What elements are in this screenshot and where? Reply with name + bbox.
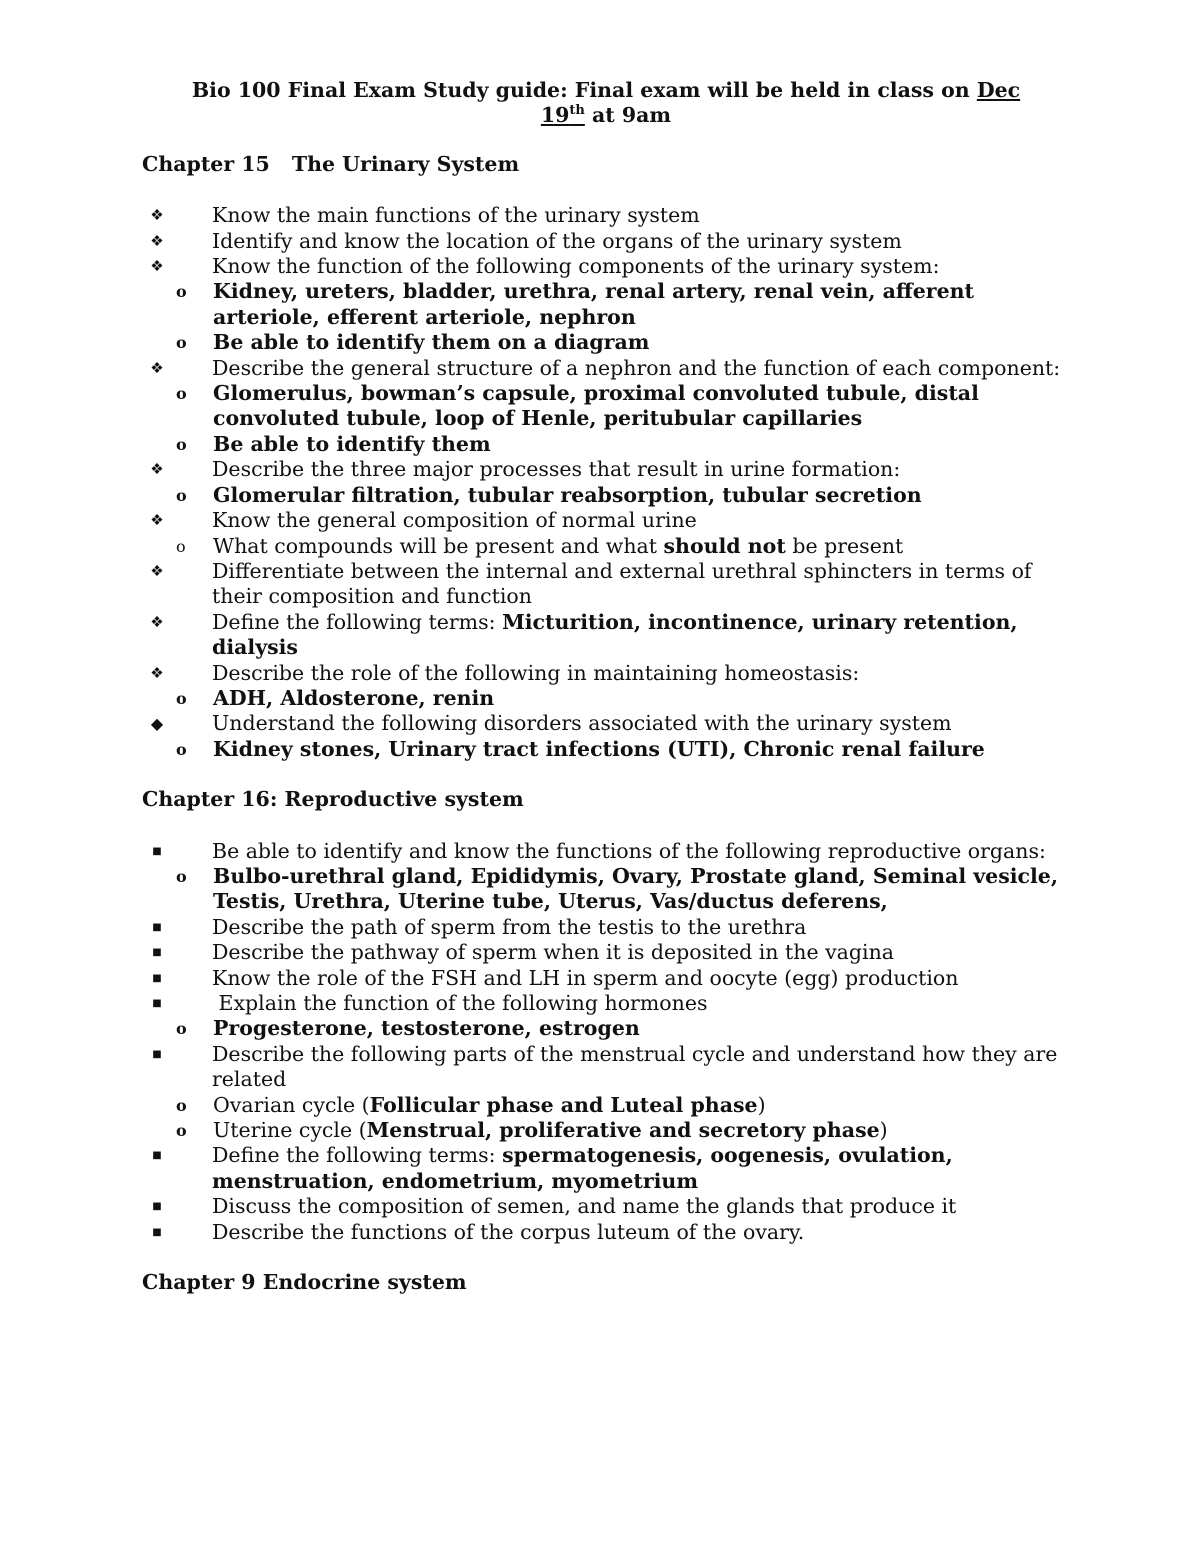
list-item: ❖ Describe the role of the following in maintaining homeostasis: o ADH, Aldosterone, renin (142, 661, 1070, 712)
diamond-bullet-icon: ❖ (150, 663, 164, 682)
chapter-15-list (142, 203, 1070, 762)
square-bullet-icon: ■ (152, 972, 162, 984)
page-title (142, 78, 1070, 129)
list-item: ■ Be able to identify and know the functions of the following reproductive organs: o Bulbo-urethral gland, Epididymis, Ovary, Prostate gland, Seminal vesicle, Testis, Urethra, Uterine tube, Uterus, Vas/ductus deferens, (142, 839, 1070, 915)
chapter-16-heading: Chapter 16: Reproductive system (142, 787, 524, 812)
square-bullet-icon: ■ (152, 1201, 162, 1213)
sub-bullet-icon: o (176, 485, 187, 505)
sub-list (176, 685, 1070, 711)
sub-list (176, 1092, 1070, 1144)
sub-list-item: o Uterine cycle (Menstrual, proliferative and secretory phase) (176, 1118, 888, 1143)
sub-list-item: o ADH, Aldosterone, renin (176, 685, 495, 710)
list-item: ■ Describe the path of sperm from the testis to the urethra (142, 915, 1070, 940)
sub-list-item: o What compounds will be present and what should not be present (176, 533, 904, 558)
sub-list (176, 381, 1070, 457)
title-time: at 9am (584, 103, 672, 128)
list-item: ❖ Differentiate between the internal and external urethral sphincters in terms of their composition and function (142, 559, 1070, 610)
diamond-bullet-icon: ❖ (150, 561, 164, 580)
sub-list (176, 1016, 1070, 1041)
list-item: ❖ Know the main functions of the urinary system (142, 203, 1070, 228)
list-item: ❖ Define the following terms: Micturition, incontinence, urinary retention, dialysis (142, 610, 1070, 661)
chapter-16-list (142, 839, 1070, 1246)
sub-list-item: o Be able to identify them on a diagram (176, 330, 650, 355)
sub-bullet-icon: o (176, 536, 186, 556)
square-bullet-icon: ■ (152, 1150, 162, 1162)
sub-bullet-icon: o (176, 384, 187, 404)
sub-list-item: o Kidney, ureters, bladder, urethra, renal artery, renal vein, afferent arteriole, efferent arteriole, nephron (176, 279, 974, 329)
list-item: ❖ Describe the general structure of a nephron and the function of each component: o Glomerulus, bowman’s capsule, proximal convoluted tubule, distal convoluted tubule, loop of Henle, peritubular capillaries o Be able to identify them (142, 356, 1070, 458)
sub-list-item: o Be able to identify them (176, 431, 491, 456)
sub-list-item: o Kidney stones, Urinary tract infections (UTI), Chronic renal failure (176, 736, 985, 761)
sub-list-item: o Ovarian cycle (Follicular phase and Luteal phase) (176, 1092, 766, 1117)
list-item: ■ Define the following terms: spermatogenesis, oogenesis, ovulation, menstruation, endometrium, myometrium (142, 1143, 1070, 1194)
sub-list (176, 736, 1070, 762)
title-line1: Bio 100 Final Exam Study guide: Final exam will be held in class on (191, 78, 977, 102)
sub-bullet-icon: o (176, 866, 187, 886)
sub-bullet-icon: o (176, 688, 187, 708)
square-bullet-icon: ■ (152, 1226, 162, 1238)
diamond-bullet-icon: ❖ (150, 511, 164, 530)
list-item: ◆ Understand the following disorders associated with the urinary system o Kidney stones, Urinary tract infections (UTI), Chronic renal failure (142, 711, 1070, 762)
sub-bullet-icon: o (176, 333, 187, 353)
square-bullet-icon: ■ (152, 845, 162, 857)
sub-bullet-icon: o (176, 739, 187, 759)
diamond-bullet-icon: ❖ (150, 206, 164, 225)
sub-list (176, 533, 1070, 559)
sub-bullet-icon: o (176, 1095, 187, 1115)
square-bullet-icon: ■ (152, 998, 162, 1009)
list-item: ■ Explain the function of the following hormones o Progesterone, testosterone, estrogen (142, 991, 1070, 1042)
chapter-9-heading: Chapter 9 Endocrine system (142, 1270, 467, 1295)
list-item: ❖ Know the function of the following components of the urinary system: o Kidney, ureters, bladder, urethra, renal artery, renal vein, afferent arteriole, efferent arteriole, nephron o Be able to identify them on a diagram (142, 254, 1070, 356)
diamond-bullet-icon: ❖ (150, 358, 164, 377)
list-item: ■ Describe the pathway of sperm when it is deposited in the vagina (142, 940, 1070, 965)
sub-bullet-icon: o (176, 1019, 187, 1039)
title-date-month: Dec (976, 78, 1021, 102)
list-item: ❖ Describe the three major processes that result in urine formation: o Glomerular filtration, tubular reabsorption, tubular secretion (142, 457, 1070, 508)
sub-bullet-icon: o (176, 434, 187, 454)
square-bullet-icon: ■ (152, 947, 162, 959)
sub-list-item: o Progesterone, testosterone, estrogen (176, 1016, 640, 1041)
sub-list (176, 482, 1070, 508)
sub-bullet-icon: o (176, 1121, 187, 1141)
sub-list (176, 279, 1070, 355)
chapter-15-heading: Chapter 15 The Urinary System (142, 151, 520, 176)
list-item: ❖ Identify and know the location of the organs of the urinary system (142, 229, 1070, 254)
black-diamond-bullet-icon: ◆ (150, 714, 164, 734)
square-bullet-icon: ■ (152, 921, 162, 933)
square-bullet-icon: ■ (152, 1048, 162, 1060)
sub-list (176, 863, 1070, 915)
list-item: ■ Discuss the composition of semen, and name the glands that produce it (142, 1194, 1070, 1219)
sub-list-item: o Bulbo-urethral gland, Epididymis, Ovary, Prostate gland, Seminal vesicle, Testis, Urethra, Uterine tube, Uterus, Vas/ductus deferens, (176, 863, 1058, 914)
diamond-bullet-icon: ❖ (150, 460, 164, 479)
list-item: ■ Describe the following parts of the menstrual cycle and understand how they are related o Ovarian cycle (Follicular phase and Luteal phase) o Uterine cycle (Menstrual, proliferative and secretory phase) (142, 1042, 1070, 1144)
sub-list-item: o Glomerular filtration, tubular reabsorption, tubular secretion (176, 482, 922, 507)
diamond-bullet-icon: ❖ (150, 612, 164, 631)
list-item: ❖ Know the general composition of normal urine o What compounds will be present and what should not be present (142, 508, 1070, 559)
diamond-bullet-icon: ❖ (150, 231, 164, 250)
title-date-day: 19th (540, 103, 585, 128)
list-item: ■ Know the role of the FSH and LH in sperm and oocyte (egg) production (142, 966, 1070, 991)
sub-list-item: o Glomerulus, bowman’s capsule, proximal convoluted tubule, distal convoluted tubule, loop of Henle, peritubular capillaries (176, 381, 979, 431)
diamond-bullet-icon: ❖ (150, 257, 164, 276)
list-item: ■ Describe the functions of the corpus luteum of the ovary. (142, 1220, 1070, 1245)
sub-bullet-icon: o (176, 282, 187, 302)
